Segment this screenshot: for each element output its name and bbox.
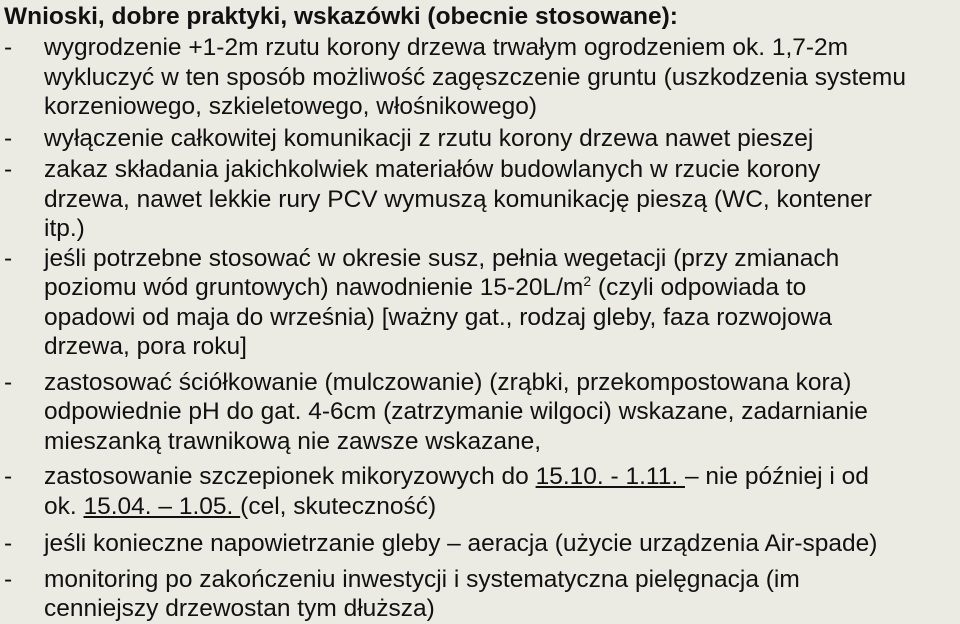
bullet-line: cenniejszy drzewostan tym dłuższa) [44, 595, 435, 622]
bullet-dash: - [4, 530, 13, 557]
bullet-dash: - [4, 368, 13, 396]
bullet-text: poziomu wód gruntowych) nawodnienie 15-20L/m [44, 274, 584, 301]
bullet-no-traffic [0, 124, 960, 154]
bullet-line: opadowi od maja do września) [ważny gat., rodzaj gleby, faza rozwojowa [44, 303, 833, 331]
bullet-monitoring [0, 565, 960, 624]
bullet-text: (cel, skuteczność) [240, 492, 437, 520]
bullet-line: mieszanką trawnikową nie zawsze wskazane, [44, 427, 542, 455]
bullet-line: wygrodzenie +1-2m rzutu korony drzewa trwałym ogrodzeniem ok. 1,7-2m [44, 34, 849, 61]
bullet-line: jeśli potrzebne stosować w okresie susz, pełnia wegetacji (przy zmianach [44, 244, 840, 272]
bullet-line: monitoring po zakończeniu inwestycji i systematyczna pielęgnacja (im [44, 565, 800, 593]
bullet-dash: - [4, 34, 13, 61]
bullet-line: drzewa, pora roku] [44, 333, 247, 360]
date-range-spring: 15.04. – 1.05. [83, 492, 241, 520]
bullet-line [44, 462, 960, 492]
bullet-dash: - [4, 156, 13, 183]
bullet-text: – nie później i od [684, 463, 869, 490]
bullet-watering [0, 244, 960, 362]
bullet-line: wykluczyć w ten sposób możliwość zagęszczenie gruntu (uszkodzenia systemu [44, 63, 906, 91]
bullet-line: jeśli konieczne napowietrzanie gleby – aeracja (użycie urządzenia Air-spade) [44, 530, 878, 557]
bullet-no-storage [0, 155, 960, 244]
bullet-mulching [0, 368, 960, 457]
date-range-autumn: 15.10. - 1.11. [535, 463, 685, 490]
bullet-line: odpowiednie pH do gat. 4-6cm (zatrzymanie wilgoci) wskazane, zadarnianie [44, 398, 868, 425]
bullet-line: zastosować ściółkowanie (mulczowanie) (zrąbki, przekompostowana kora) [44, 368, 852, 396]
bullet-dash: - [4, 565, 13, 593]
bullet-fencing [0, 33, 960, 122]
slide-title: Wnioski, dobre praktyki, wskazówki (obecnie stosowane): [4, 3, 678, 30]
bullet-list [0, 33, 960, 624]
bullet-text: ok. [44, 492, 84, 520]
bullet-line [44, 273, 960, 303]
bullet-line [44, 492, 960, 522]
bullet-line: korzeniowego, szkieletowego, włośnikowego) [44, 93, 537, 120]
bullet-line: zakaz składania jakichkolwiek materiałów budowlanych w rzucie korony [44, 156, 821, 183]
bullet-aeration [0, 529, 960, 559]
bullet-dash: - [4, 244, 13, 272]
bullet-line: drzewa, nawet lekkie rury PCV wymuszą komunikację pieszą (WC, kontener [44, 185, 872, 213]
bullet-line: wyłączenie całkowitej komunikacji z rzutu korony drzewa nawet pieszej [44, 124, 814, 152]
superscript: 2 [583, 272, 592, 289]
bullet-dash: - [4, 124, 13, 152]
bullet-mycorrhiza [0, 462, 960, 521]
bullet-text: (czyli odpowiada to [591, 274, 807, 301]
bullet-text: zastosowanie szczepionek mikoryzowych do [44, 463, 536, 490]
bullet-dash: - [4, 463, 13, 490]
bullet-line: itp.) [44, 215, 85, 242]
